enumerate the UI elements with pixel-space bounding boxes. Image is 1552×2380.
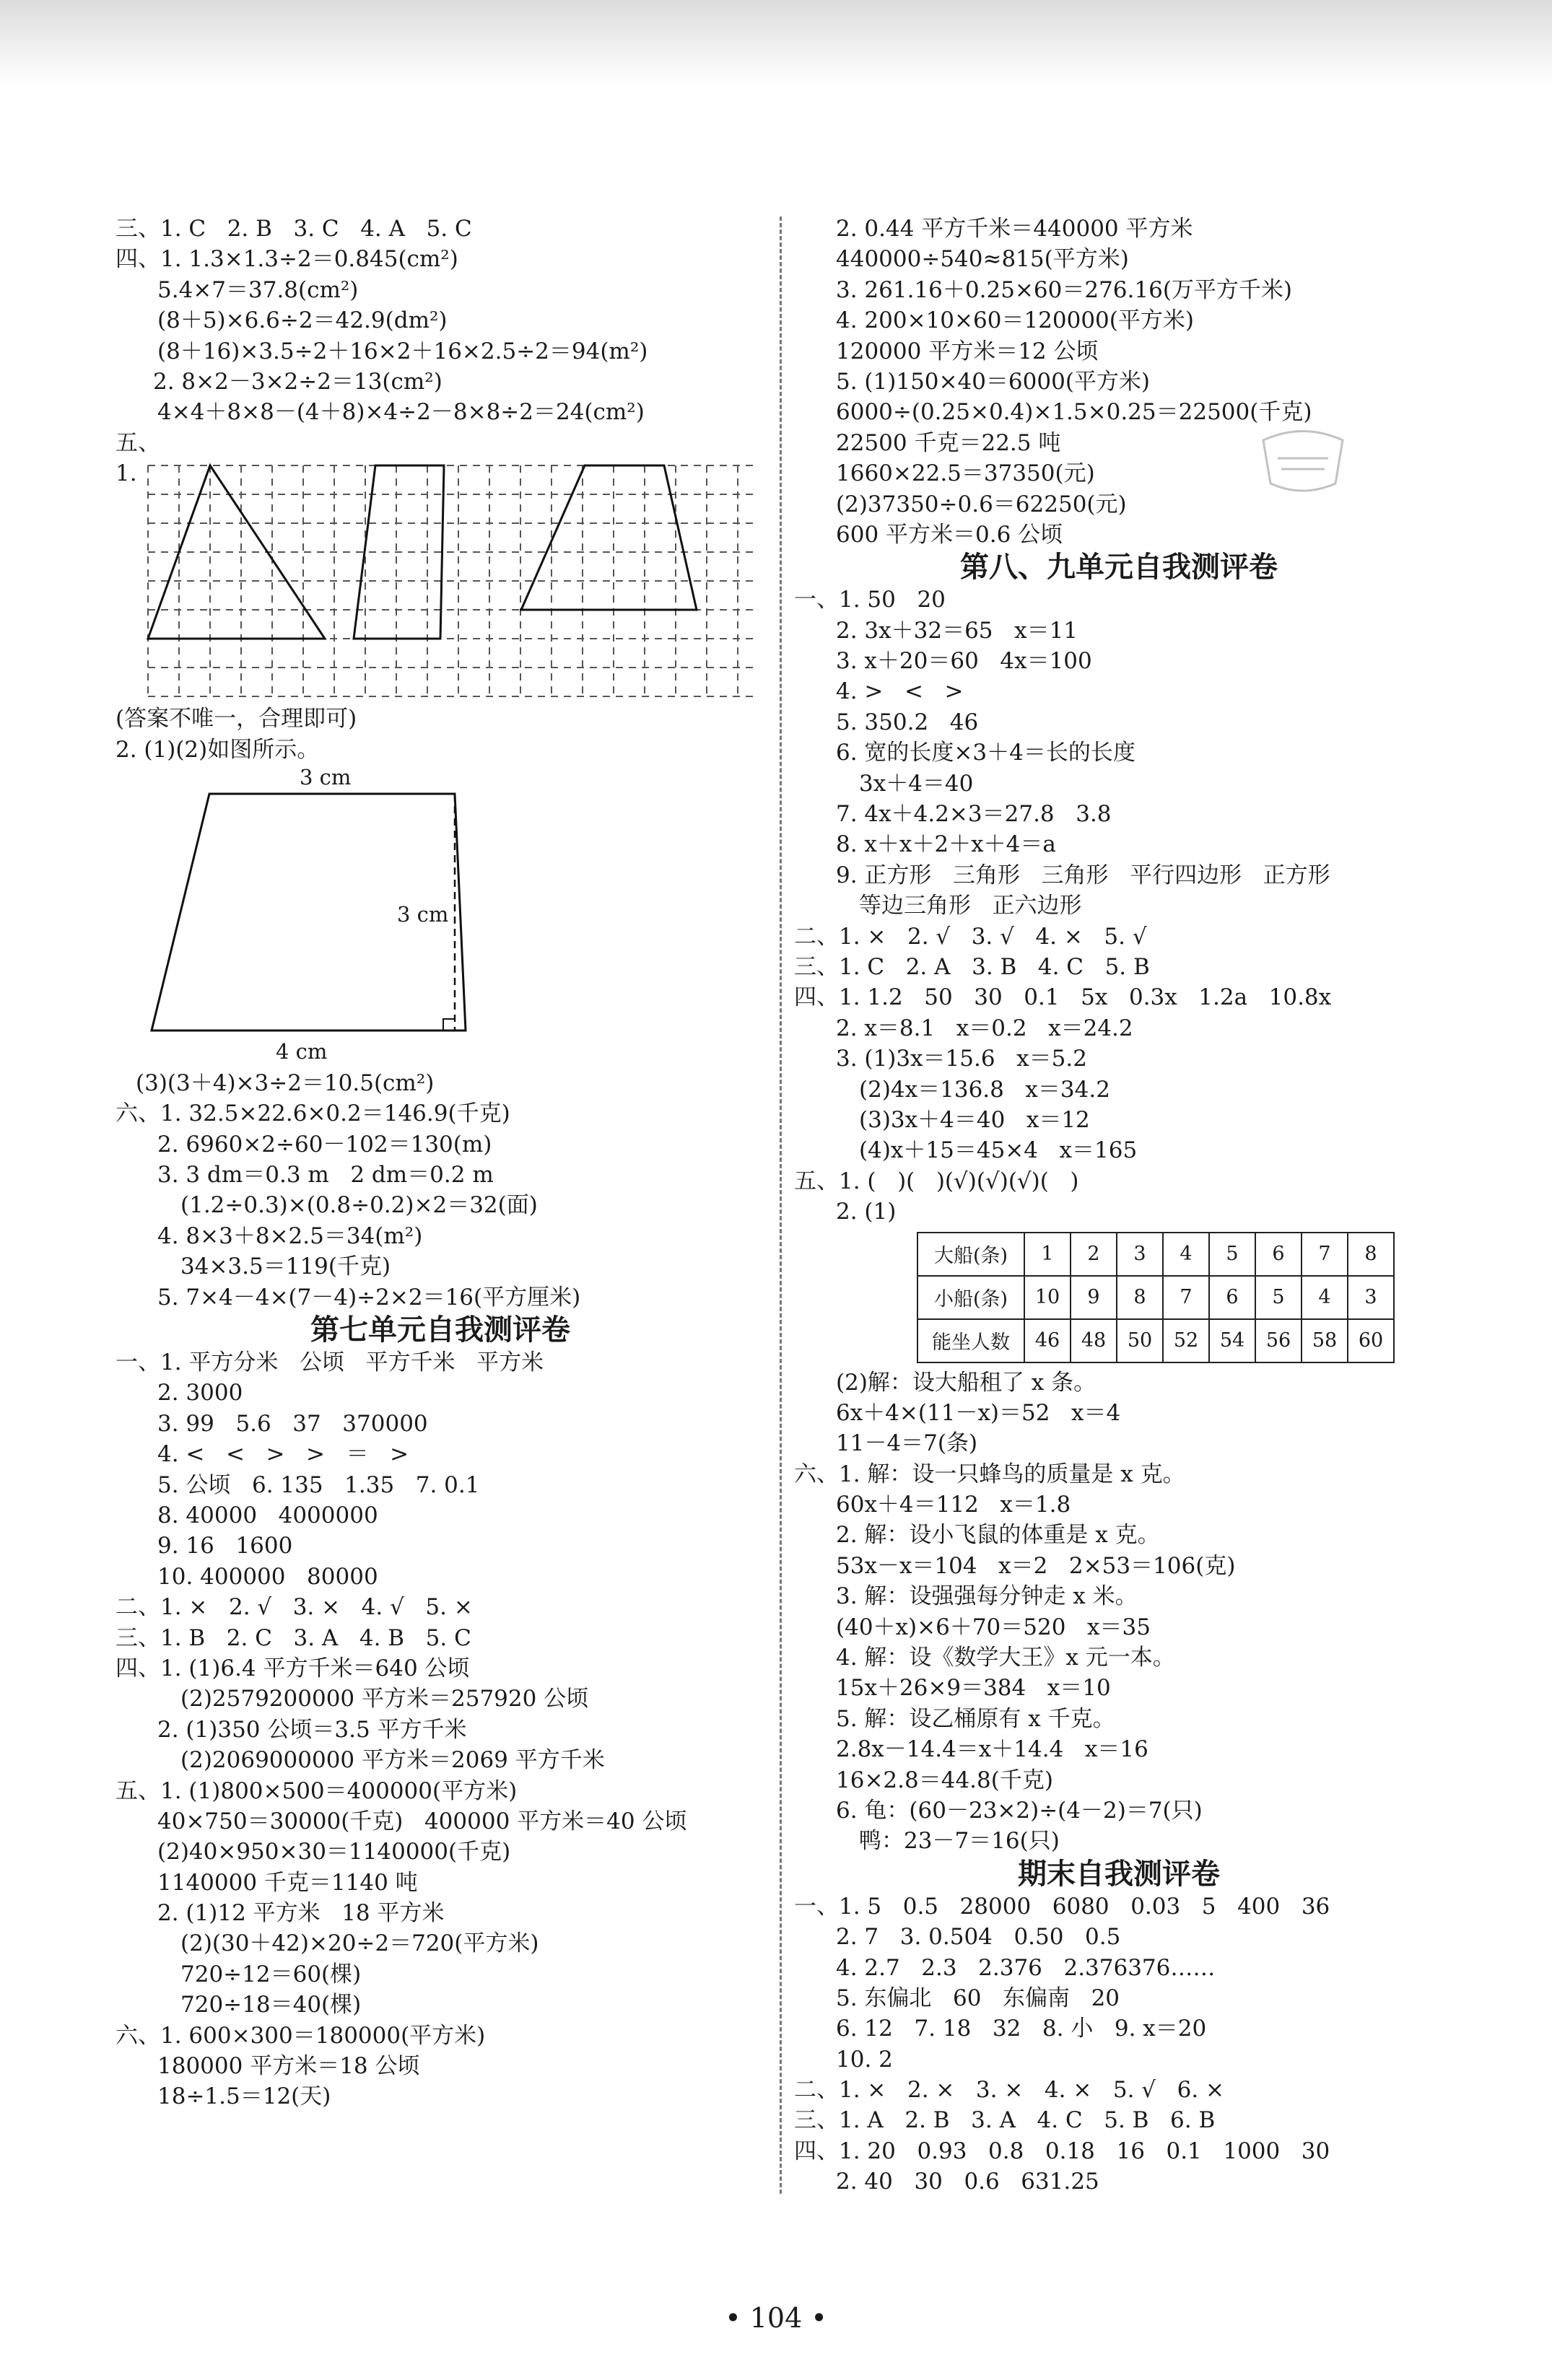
watermark-stamp-icon xyxy=(1249,426,1357,505)
table-cell: 3 xyxy=(1348,1276,1394,1319)
answer-line: 六、1. 600×300＝180000(平方米) xyxy=(115,2022,486,2049)
answer-line: 1140000 千克＝1140 吨 xyxy=(157,1869,418,1896)
scan-top-band xyxy=(0,0,1552,87)
answer-line: 3. 261.16＋0.25×60＝276.16(万平方千米) xyxy=(836,276,1293,303)
section-title-final: 期末自我测评卷 xyxy=(1018,1857,1220,1891)
answer-line: 2. 3000 xyxy=(157,1380,243,1406)
answer-line: 8. 40000 4000000 xyxy=(157,1502,378,1528)
answer-line: 四、1. 1.2 50 30 0.1 5x 0.3x 1.2a 10.8x xyxy=(794,984,1332,1011)
answer-line: 2. 3x＋32＝65 x＝11 xyxy=(836,617,1078,644)
answer-line: 22500 千克＝22.5 吨 xyxy=(836,429,1061,456)
figure-note: (答案不唯一，合理即可) xyxy=(115,706,357,732)
left-column xyxy=(115,214,765,2112)
answer-line: 5. 解：设乙桶原有 x 千克。 xyxy=(836,1705,1115,1732)
answer-line: 5.4×7＝37.8(cm²) xyxy=(157,276,359,303)
answer-line: 2.8x－14.4＝x＋14.4 x＝16 xyxy=(836,1736,1148,1763)
answer-line: (2)(30＋42)×20÷2＝720(平方米) xyxy=(180,1930,539,1957)
answer-line: 二、1. × 2. √ 3. √ 4. × 5. √ xyxy=(794,923,1147,950)
trapezoid-bottom-label: 4 cm xyxy=(276,1038,328,1064)
table-cell: 52 xyxy=(1163,1319,1209,1362)
answer-line: 4. 200×10×60＝120000(平方米) xyxy=(836,307,1194,334)
answer-line: (2)解：设大船租了 x 条。 xyxy=(836,1369,1097,1396)
answer-line: 2. 40 30 0.6 631.25 xyxy=(836,2169,1099,2195)
answer-line: 5. 公顷 6. 135 1.35 7. 0.1 xyxy=(157,1471,480,1498)
table-row-header: 大船(条) xyxy=(917,1233,1024,1276)
table-cell: 8 xyxy=(1348,1233,1394,1276)
answer-line: 6x＋4×(11－x)＝52 x＝4 xyxy=(836,1399,1121,1426)
answer-line: 一、1. 平方分米 公顷 平方千米 平方米 xyxy=(115,1349,544,1376)
table-cell: 2 xyxy=(1071,1233,1117,1276)
answer-line: 600 平方米＝0.6 公顷 xyxy=(836,521,1063,548)
answer-line: 等边三角形 正六边形 xyxy=(859,893,1082,919)
column-divider xyxy=(780,216,782,2194)
answer-line: 18÷1.5＝12(天) xyxy=(157,2083,331,2110)
answer-line: 120000 平方米＝12 公顷 xyxy=(836,338,1099,364)
answer-line: 6000÷(0.25×0.4)×1.5×0.25＝22500(千克) xyxy=(836,399,1312,426)
answer-line: 4. > < > xyxy=(836,678,964,705)
answer-line: 六、1. 解：设一只蜂鸟的质量是 x 克。 xyxy=(794,1461,1185,1487)
answer-line: 10. 2 xyxy=(836,2046,893,2073)
trapezoid-top-label: 3 cm xyxy=(300,764,352,789)
grid-figure xyxy=(115,458,765,704)
answer-line: (4)x＋15＝45×4 x＝165 xyxy=(859,1137,1138,1164)
answer-line: 2. (1) xyxy=(836,1199,897,1225)
table-row-header: 能坐人数 xyxy=(917,1319,1024,1362)
answer-line: (8＋5)×6.6÷2＝42.9(dm²) xyxy=(157,307,448,334)
table-cell: 3 xyxy=(1117,1233,1163,1276)
table-cell: 5 xyxy=(1255,1276,1302,1319)
answer-line: 三、1. B 2. C 3. A 4. B 5. C xyxy=(115,1624,471,1651)
table-cell: 8 xyxy=(1117,1276,1163,1319)
answer-line: 6. 龟：(60－23×2)÷(4－2)＝7(只) xyxy=(836,1797,1203,1824)
table-cell: 56 xyxy=(1255,1319,1302,1362)
answer-line: 六、1. 32.5×22.6×0.2＝146.9(千克) xyxy=(115,1101,510,1127)
answer-line: 2. (1)(2)如图所示。 xyxy=(115,736,320,763)
answer-line: 2. (1)12 平方米 18 平方米 xyxy=(157,1900,445,1927)
dashed-grid-shapes xyxy=(115,458,765,704)
answer-line: 4. < < > > ＝ > xyxy=(157,1441,409,1468)
answer-line: (2)40×950×30＝1140000(千克) xyxy=(157,1839,511,1865)
answer-line: 53x－x＝104 x＝2 2×53＝106(克) xyxy=(836,1552,1236,1579)
answer-line: (3)3x＋4＝40 x＝12 xyxy=(859,1106,1090,1133)
answer-line: 5. 350.2 46 xyxy=(836,709,979,735)
table-row xyxy=(917,1276,1394,1319)
answer-line: 四、1. (1)6.4 平方千米＝640 公顷 xyxy=(115,1655,470,1681)
table-cell: 54 xyxy=(1209,1319,1255,1362)
answer-line: 3. 3 dm＝0.3 m 2 dm＝0.2 m xyxy=(157,1162,494,1189)
answer-line: 3. x＋20＝60 4x＝100 xyxy=(836,648,1092,675)
figure-label: 1. xyxy=(115,460,137,487)
answer-line: 四、1. 1.3×1.3÷2＝0.845(cm²) xyxy=(115,246,458,273)
table-cell: 10 xyxy=(1024,1276,1071,1319)
answer-line: 三、1. C 2. B 3. C 4. A 5. C xyxy=(115,216,472,242)
answer-line: 6. 宽的长度×3＋4＝长的长度 xyxy=(836,740,1135,766)
answer-line: (2)4x＝136.8 x＝34.2 xyxy=(859,1076,1110,1103)
table-cell: 6 xyxy=(1209,1276,1255,1319)
answer-line: 2. x＝8.1 x＝0.2 x＝24.2 xyxy=(836,1015,1133,1041)
right-column xyxy=(794,214,1444,2197)
answer-line: 2. (1)350 公顷＝3.5 平方千米 xyxy=(157,1716,467,1743)
table-row xyxy=(917,1319,1394,1362)
answer-line: 5. 7×4－4×(7－4)÷2×2＝16(平方厘米) xyxy=(157,1284,581,1311)
answer-line: 一、1. 5 0.5 28000 6080 0.03 5 400 36 xyxy=(794,1893,1330,1920)
table-cell: 1 xyxy=(1024,1233,1071,1276)
answer-line: 3. 99 5.6 37 370000 xyxy=(157,1410,428,1437)
answer-line: 5. 东偏北 60 东偏南 20 xyxy=(836,1985,1120,2011)
answer-line: 60x＋4＝112 x＝1.8 xyxy=(836,1492,1071,1518)
answer-line: (2)2069000000 平方米＝2069 平方千米 xyxy=(180,1747,605,1774)
answer-line: (40＋x)×6＋70＝520 x＝35 xyxy=(836,1614,1151,1640)
answer-line: 5. (1)150×40＝6000(平方米) xyxy=(836,368,1151,395)
table-cell: 50 xyxy=(1117,1319,1163,1362)
answer-line: 2. 0.44 平方千米＝440000 平方米 xyxy=(836,216,1193,242)
answer-line: 2. 6960×2÷60－102＝130(m) xyxy=(157,1131,492,1158)
answer-line: (1.2÷0.3)×(0.8÷0.2)×2＝32(面) xyxy=(180,1192,538,1219)
table-cell: 48 xyxy=(1071,1319,1117,1362)
answer-line: 10. 400000 80000 xyxy=(157,1563,378,1590)
answer-line: 15x＋26×9＝384 x＝10 xyxy=(836,1675,1111,1702)
answer-line: 16×2.8＝44.8(千克) xyxy=(836,1767,1053,1793)
table-cell: 7 xyxy=(1163,1276,1209,1319)
table-cell: 9 xyxy=(1071,1276,1117,1319)
answer-line: 3x＋4＝40 xyxy=(859,770,974,797)
answer-line: (2)37350÷0.6＝62250(元) xyxy=(836,491,1127,517)
answer-line: 8. x＋x＋2＋x＋4＝a xyxy=(836,831,1056,858)
table-cell: 60 xyxy=(1348,1319,1394,1362)
trapezoid-figure xyxy=(115,765,765,1068)
answer-line: 3. (1)3x＝15.6 x＝5.2 xyxy=(836,1046,1087,1072)
answer-line: 三、1. C 2. A 3. B 4. C 5. B xyxy=(794,953,1150,980)
table-cell: 58 xyxy=(1302,1319,1348,1362)
answer-line: 11－4＝7(条) xyxy=(836,1430,978,1457)
answer-line: 2. 解：设小飞鼠的体重是 x 克。 xyxy=(836,1522,1160,1549)
answer-line: 9. 16 1600 xyxy=(157,1533,293,1559)
answer-line: 四、1. 20 0.93 0.8 0.18 16 0.1 1000 30 xyxy=(794,2138,1330,2164)
boat-table xyxy=(917,1232,1395,1363)
answer-line: 2. 8×2－3×2÷2＝13(cm²) xyxy=(153,368,443,395)
answer-line: 4. 2.7 2.3 2.376 2.376376…… xyxy=(836,1954,1216,1981)
answer-line: 7. 4x＋4.2×3＝27.8 3.8 xyxy=(836,801,1112,828)
answer-line: 二、1. × 2. √ 3. × 4. √ 5. × xyxy=(115,1594,473,1621)
answer-line: (2)2579200000 平方米＝257920 公顷 xyxy=(180,1686,589,1712)
table-cell: 7 xyxy=(1302,1233,1348,1276)
answer-line: 3. 解：设强强每分钟走 x 米。 xyxy=(836,1583,1138,1610)
trapezoid-height-label: 3 cm xyxy=(397,901,449,927)
answer-line: 2. 7 3. 0.504 0.50 0.5 xyxy=(836,1924,1121,1951)
answer-line: 五、1. ( )( )(√)(√)(√)( ) xyxy=(794,1168,1079,1194)
table-cell: 4 xyxy=(1302,1276,1348,1319)
answer-line: 720÷18＝40(棵) xyxy=(180,1992,362,2018)
table-cell: 4 xyxy=(1163,1233,1209,1276)
answer-line: 440000÷540≈815(平方米) xyxy=(836,246,1129,273)
answer-line: 1660×22.5＝37350(元) xyxy=(836,460,1095,487)
answer-line: (3)(3＋4)×3÷2＝10.5(cm²) xyxy=(136,1069,435,1096)
answer-line: 720÷12＝60(棵) xyxy=(180,1961,362,1987)
answer-line: (8＋16)×3.5÷2＋16×2＋16×2.5÷2＝94(m²) xyxy=(157,338,648,364)
answer-line: 4. 8×3＋8×2.5＝34(m²) xyxy=(157,1222,423,1249)
table-cell: 46 xyxy=(1024,1319,1071,1362)
page-number: • 104 • xyxy=(725,2302,827,2334)
answer-line: 五、1. (1)800×500＝400000(平方米) xyxy=(115,1777,518,1804)
table-row xyxy=(917,1233,1394,1276)
answer-line: 鸭：23－7＝16(只) xyxy=(859,1828,1060,1855)
answer-line: 34×3.5＝119(千克) xyxy=(180,1254,391,1280)
table-cell: 5 xyxy=(1209,1233,1255,1276)
answer-line: 4. 解：设《数学大王》x 元一本。 xyxy=(836,1645,1175,1671)
answer-line: 9. 正方形 三角形 三角形 平行四边形 正方形 xyxy=(836,862,1330,888)
answer-line: 180000 平方米＝18 公顷 xyxy=(157,2053,420,2080)
answer-line: 三、1. A 2. B 3. A 4. C 5. B 6. B xyxy=(794,2107,1216,2134)
answer-line: 4×4＋8×8－(4＋8)×4÷2－8×8÷2＝24(cm²) xyxy=(157,399,645,426)
section-title-unit7: 第七单元自我测评卷 xyxy=(310,1313,570,1347)
answer-line: 一、1. 50 20 xyxy=(794,587,946,613)
table-row-header: 小船(条) xyxy=(917,1276,1024,1319)
section-title-unit89: 第八、九单元自我测评卷 xyxy=(960,551,1278,585)
answer-line: 二、1. × 2. × 3. × 4. × 5. √ 6. × xyxy=(794,2077,1225,2104)
answer-line: 6. 12 7. 18 32 8. 小 9. x＝20 xyxy=(836,2016,1207,2042)
answer-line: 40×750＝30000(千克) 400000 平方米＝40 公顷 xyxy=(157,1808,687,1834)
answer-line: 五、 xyxy=(115,429,160,456)
table-cell: 6 xyxy=(1255,1233,1302,1276)
